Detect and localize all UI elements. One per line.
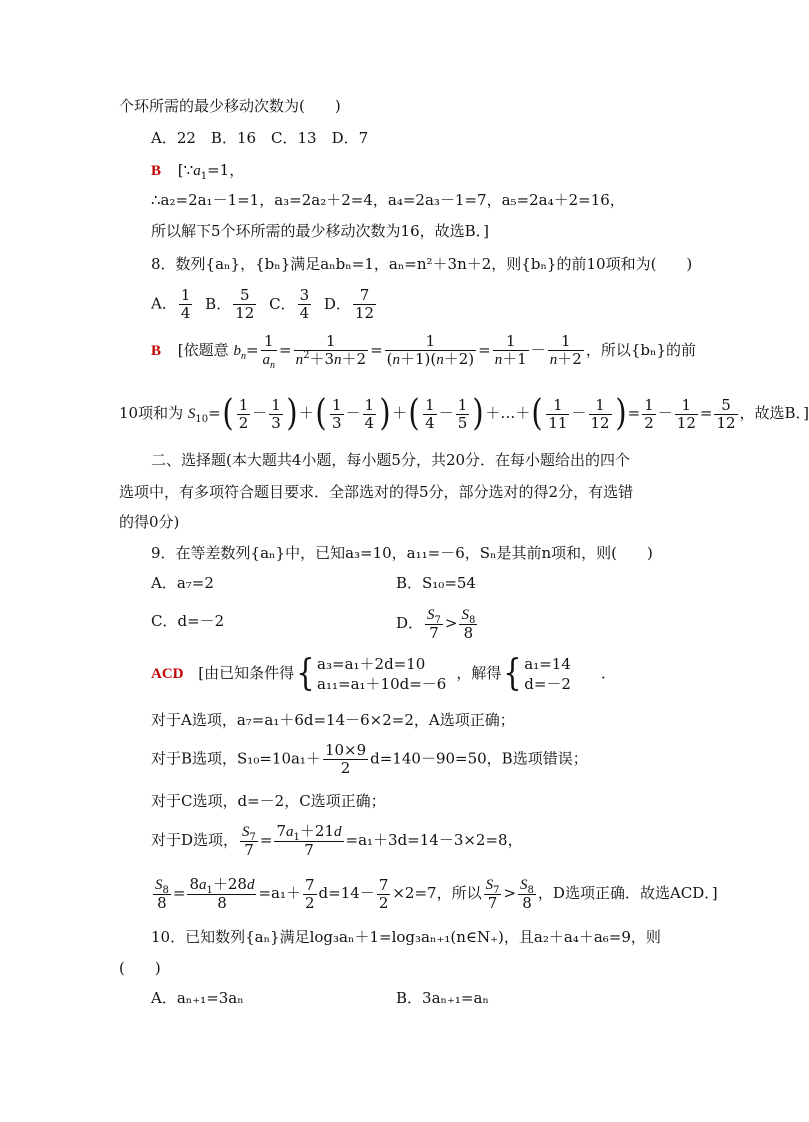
option-b-fraction: $\frac{5}{12}$ — [235, 286, 255, 322]
solution-text: ，所以{bₙ}的前 — [585, 341, 697, 359]
solution-text: d=140－90=50，B选项错误； — [370, 749, 588, 768]
question-7-options: A．22 B．16 C．13 D．7 — [151, 129, 369, 147]
solution-text: ，故选B．] — [739, 404, 809, 422]
question-9-solution-d: 对于D选项， $\frac{S_7}{7}$ = $\frac{7a_1+21d}{7}$ =a₁＋3d=14－3×2=8， — [151, 822, 523, 859]
question-8-stem: 8．数列{aₙ}，{bₙ}满足aₙbₙ=1，aₙ=n²＋3n＋2，则{bₙ}的前10项和为( ) — [151, 255, 693, 273]
question-7-solution-line2: ∴a₂=2a₁－1=1，a₃=2a₂＋2=4，a₄=2a₃－1=7，a₅=2a₄＋2=16， — [151, 191, 625, 209]
question-8-solution-line2: 10项和为 $S_{10}=$( $\frac{1}{2}$ － $\frac{1}{3}$ )＋( $\frac{1}{3}$ － $\frac{1}{4}$ )＋( $\frac{1}{4}$ － $\frac{1}{5}$ )＋…＋( $\frac{1}{11}$ － $\frac{1}{12}$ )= $\frac{1}{2}$ － $\frac{1}{12}$ = $\frac{5}{12}$ ，故选B．] — [119, 393, 809, 434]
solution-text: =a₁＋ — [258, 884, 301, 902]
option-a-fraction: $\frac{1}{4}$ — [180, 286, 191, 322]
option-b-label: B． — [205, 294, 232, 313]
option-d-fraction: $\frac{7}{12}$ — [354, 286, 375, 322]
question-7-solution-line3: 所以解下5个环所需的最少移动次数为16，故选B．] — [151, 222, 490, 240]
solution-text: ，解得 — [456, 664, 502, 682]
question-9-solution-b: 对于B选项，S₁₀=10a₁＋ $\frac{10\times 9}{2}$ d=140－90=50，B选项错误； — [151, 741, 588, 777]
question-9-solution-last: $\frac{S_8}{8}$ = $\frac{8a_1+28d}{8}$ =a₁＋ $\frac{7}{2}$ d=14－ $\frac{7}{2}$ ×2=7，所以 $\frac{S_7}{7}$ > $\frac{S_8}{8}$ ，D选项正确．故选ACD．] — [155, 875, 718, 912]
solution-text: 对于B选项，S₁₀=10a₁＋ — [151, 749, 321, 768]
section-2-heading-line2: 选项中，有多项符合题目要求．全部选对的得5分，部分选对的得2分，有选错 — [119, 483, 634, 501]
solution-text: 10项和为 — [119, 404, 184, 422]
option-d-label: D． — [323, 294, 351, 313]
solution-text: 对于D选项， — [151, 831, 239, 849]
option-d-label: D． — [396, 614, 424, 632]
question-9-solution-line1: ACD [由已知条件得{ a₃=a₁＋2d=10 a₁₁=a₁＋10d=－6 ，解得{ a₁=14 d=－2 ． — [151, 653, 616, 694]
question-9-solution-a: 对于A选项，a₇=a₁＋6d=14－6×2=2，A选项正确； — [151, 711, 515, 729]
solution-text: [∵ — [177, 161, 194, 179]
option-c-fraction: $\frac{3}{4}$ — [299, 286, 310, 322]
solution-text: [由已知条件得 — [198, 664, 295, 682]
section-2-heading-line1: 二、选择题(本大题共4小题，每小题5分，共20分．在每小题给出的四个 — [151, 451, 631, 469]
question-10-paren: ( ) — [119, 959, 161, 977]
section-2-heading-line3: 的得0分) — [119, 513, 180, 531]
question-7-solution-line1: B [$\because a_1=1$， — [151, 161, 245, 182]
equation-system-solution: a₁=14 d=－2 — [524, 655, 571, 693]
question-9-option-b: B．S₁₀=54 — [396, 574, 476, 592]
solution-text: d=14－ — [318, 884, 375, 902]
question-9-option-a: A．a₇=2 — [151, 574, 214, 592]
equation-system-given: a₃=a₁＋2d=10 a₁₁=a₁＋10d=－6 — [317, 655, 447, 693]
option-a-label: A． — [151, 294, 177, 313]
solution-text: ，D选项正确．故选ACD．] — [537, 884, 718, 902]
question-10-stem: 10．已知数列{aₙ}满足log₃aₙ＋1=log₃aₙ₊₁(n∈N₊)，且a₂＋a₄＋a₆=9，则 — [151, 928, 661, 946]
answer-label: B — [151, 343, 162, 359]
question-9-solution-c: 对于C选项，d=－2，C选项正确； — [151, 792, 386, 810]
solution-text: ×2=7，所以 — [392, 884, 482, 902]
question-7-stem-end: 个环所需的最少移动次数为( ) — [119, 97, 341, 115]
solution-text: [依题意 — [177, 341, 229, 359]
question-9-stem: 9．在等差数列{aₙ}中，已知a₃=10，a₁₁=－6，Sₙ是其前n项和，则( ) — [151, 544, 653, 562]
answer-label: ACD — [151, 666, 184, 682]
answer-label: B — [151, 163, 162, 179]
question-10-option-b: B．3aₙ₊₁=aₙ — [396, 989, 489, 1007]
question-8-options — [151, 287, 378, 322]
question-9-option-d: D． $\frac{S_7}{7}$ > $\frac{S_8}{8}$ — [396, 607, 476, 642]
solution-text: =a₁＋3d=14－3×2=8， — [345, 831, 523, 849]
question-9-option-c: C．d=－2 — [151, 612, 225, 630]
option-c-label: C． — [269, 294, 296, 313]
question-10-option-a: A．aₙ₊₁=3aₙ — [151, 989, 244, 1007]
question-8-solution-line1: B [依题意 $b_n=$ $\frac{1}{a_n}$ = $\frac{1}{n^2+3n+2}$ = $\frac{1}{(n+1)(n+2)}$ = $\frac{1}{n+1}$ － $\frac{1}{n+2}$ ，所以{bₙ}的前 — [151, 332, 697, 371]
